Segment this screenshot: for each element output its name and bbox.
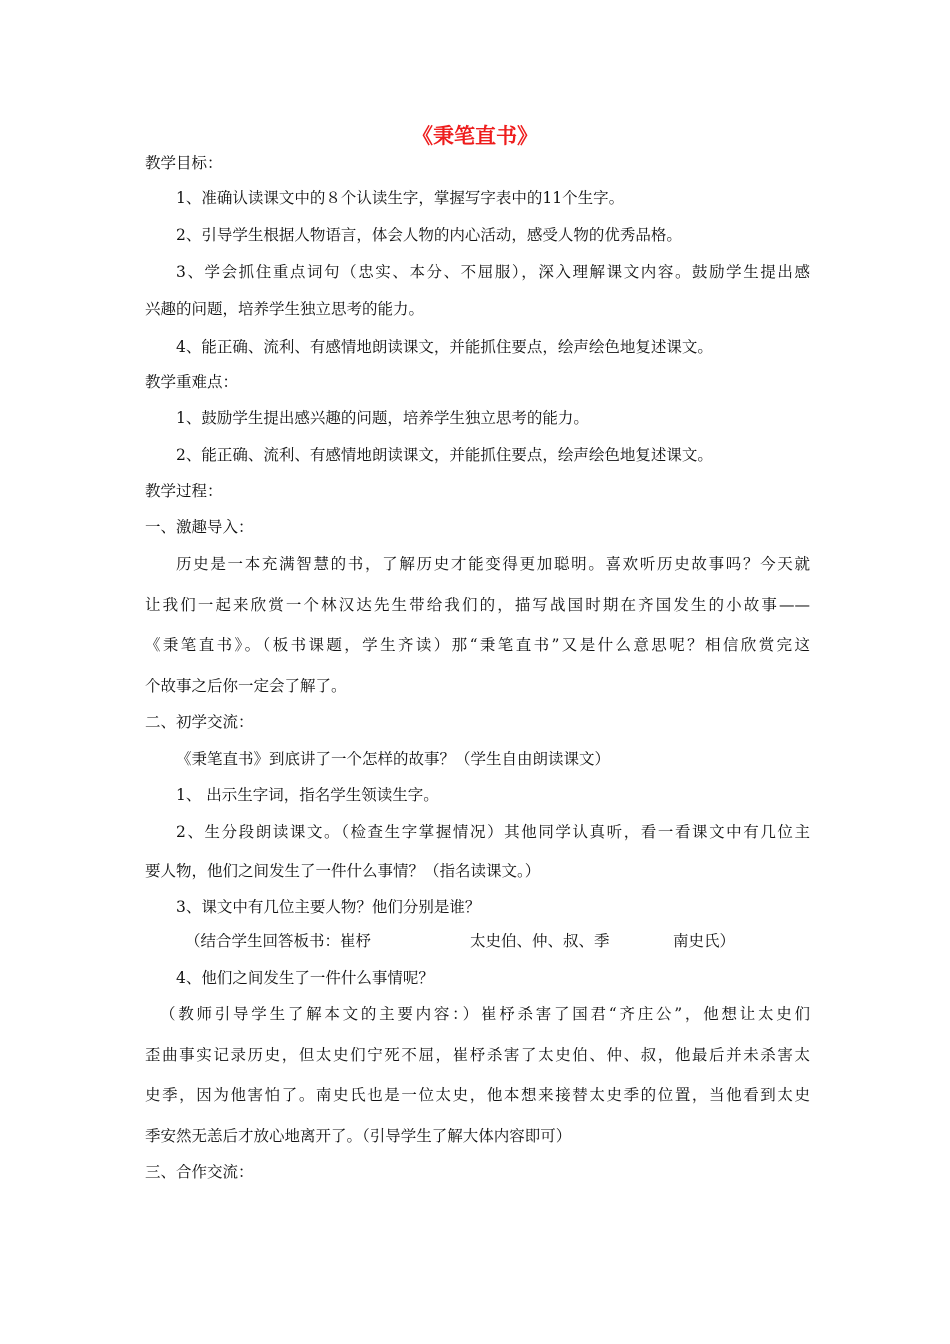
goal-item-3-line2: 兴趣的问题，培养学生独立思考的能力。 xyxy=(145,300,425,318)
section-2-step-1: 1、 出示生字词，指名学生领读生字。 xyxy=(176,786,439,804)
heading-key-points: 教学重难点： xyxy=(145,373,239,391)
document-title: 《秉笔直书》 xyxy=(412,124,538,148)
section-2-step-2-line2: 要人物，他们之间发生了一件什么事情？（指名读课文。） xyxy=(145,862,541,880)
section-2-para-line3: 史季，因为他害怕了。南史氏也是一位太史，他本想来接替太史季的位置，当他看到太史 xyxy=(145,1086,810,1104)
section-2-intro: 《秉笔直书》到底讲了一个怎样的故事？（学生自由朗读课文） xyxy=(176,750,611,768)
section-1-para-line2: 让我们一起来欣赏一个林汉达先生带给我们的，描写战国时期在齐国发生的小故事—— xyxy=(145,596,810,614)
section-1-para-line1: 历史是一本充满智慧的书，了解历史才能变得更加聪明。喜欢听历史故事吗？今天就 xyxy=(176,555,810,573)
section-2-title: 二、初学交流： xyxy=(145,713,254,731)
section-1-title: 一、激趣导入： xyxy=(145,518,254,536)
board-note-cuizhu: （结合学生回答板书：崔杼 xyxy=(185,932,372,950)
key-point-2: 2、能正确、流利、有感情地朗读课文，并能抓住要点，绘声绘色地复述课文。 xyxy=(176,446,713,464)
section-2-step-4: 4、他们之间发生了一件什么事情呢？ xyxy=(176,969,434,987)
board-note-nanshishi: 南史氏） xyxy=(673,932,736,950)
key-point-1: 1、鼓励学生提出感兴趣的问题，培养学生独立思考的能力。 xyxy=(176,409,589,427)
section-2-step-2-line1: 2、生分段朗读课文。（检查生字掌握情况）其他同学认真听，看一看课文中有几位主 xyxy=(176,823,810,841)
section-3-title: 三、合作交流： xyxy=(145,1163,254,1181)
goal-item-4: 4、能正确、流利、有感情地朗读课文，并能抓住要点，绘声绘色地复述课文。 xyxy=(176,338,713,356)
section-2-para-line4: 季安然无恙后才放心地离开了。（引导学生了解大体内容即可） xyxy=(145,1127,572,1145)
section-1-para-line3: 《秉笔直书》。（板书课题，学生齐读）那“秉笔直书”又是什么意思呢？相信欣赏完这 xyxy=(145,636,810,654)
heading-teaching-goals: 教学目标： xyxy=(145,154,223,172)
goal-item-2: 2、引导学生根据人物语言，体会人物的内心活动，感受人物的优秀品格。 xyxy=(176,226,682,244)
section-2-step-3: 3、课文中有几位主要人物？他们分别是谁？ xyxy=(176,898,481,916)
board-note-taishi: 太史伯、仲、叔、季 xyxy=(470,932,610,950)
goal-item-3-line1: 3、学会抓住重点词句（忠实、本分、不屈服），深入理解课文内容。鼓励学生提出感 xyxy=(176,263,810,281)
blackboard-notes-row xyxy=(185,930,785,952)
section-1-para-line4: 个故事之后你一定会了解了。 xyxy=(145,677,347,695)
heading-teaching-process: 教学过程： xyxy=(145,482,223,500)
goal-item-1: 1、准确认读课文中的８个认读生字，掌握写字表中的11个生字。 xyxy=(176,189,625,207)
section-2-para-line1: （教师引导学生了解本文的主要内容：）崔杼杀害了国君“齐庄公”，他想让太史们 xyxy=(160,1005,810,1023)
section-2-para-line2: 歪曲事实记录历史，但太史们宁死不屈，崔杼杀害了太史伯、仲、叔，他最后并未杀害太 xyxy=(145,1046,810,1064)
